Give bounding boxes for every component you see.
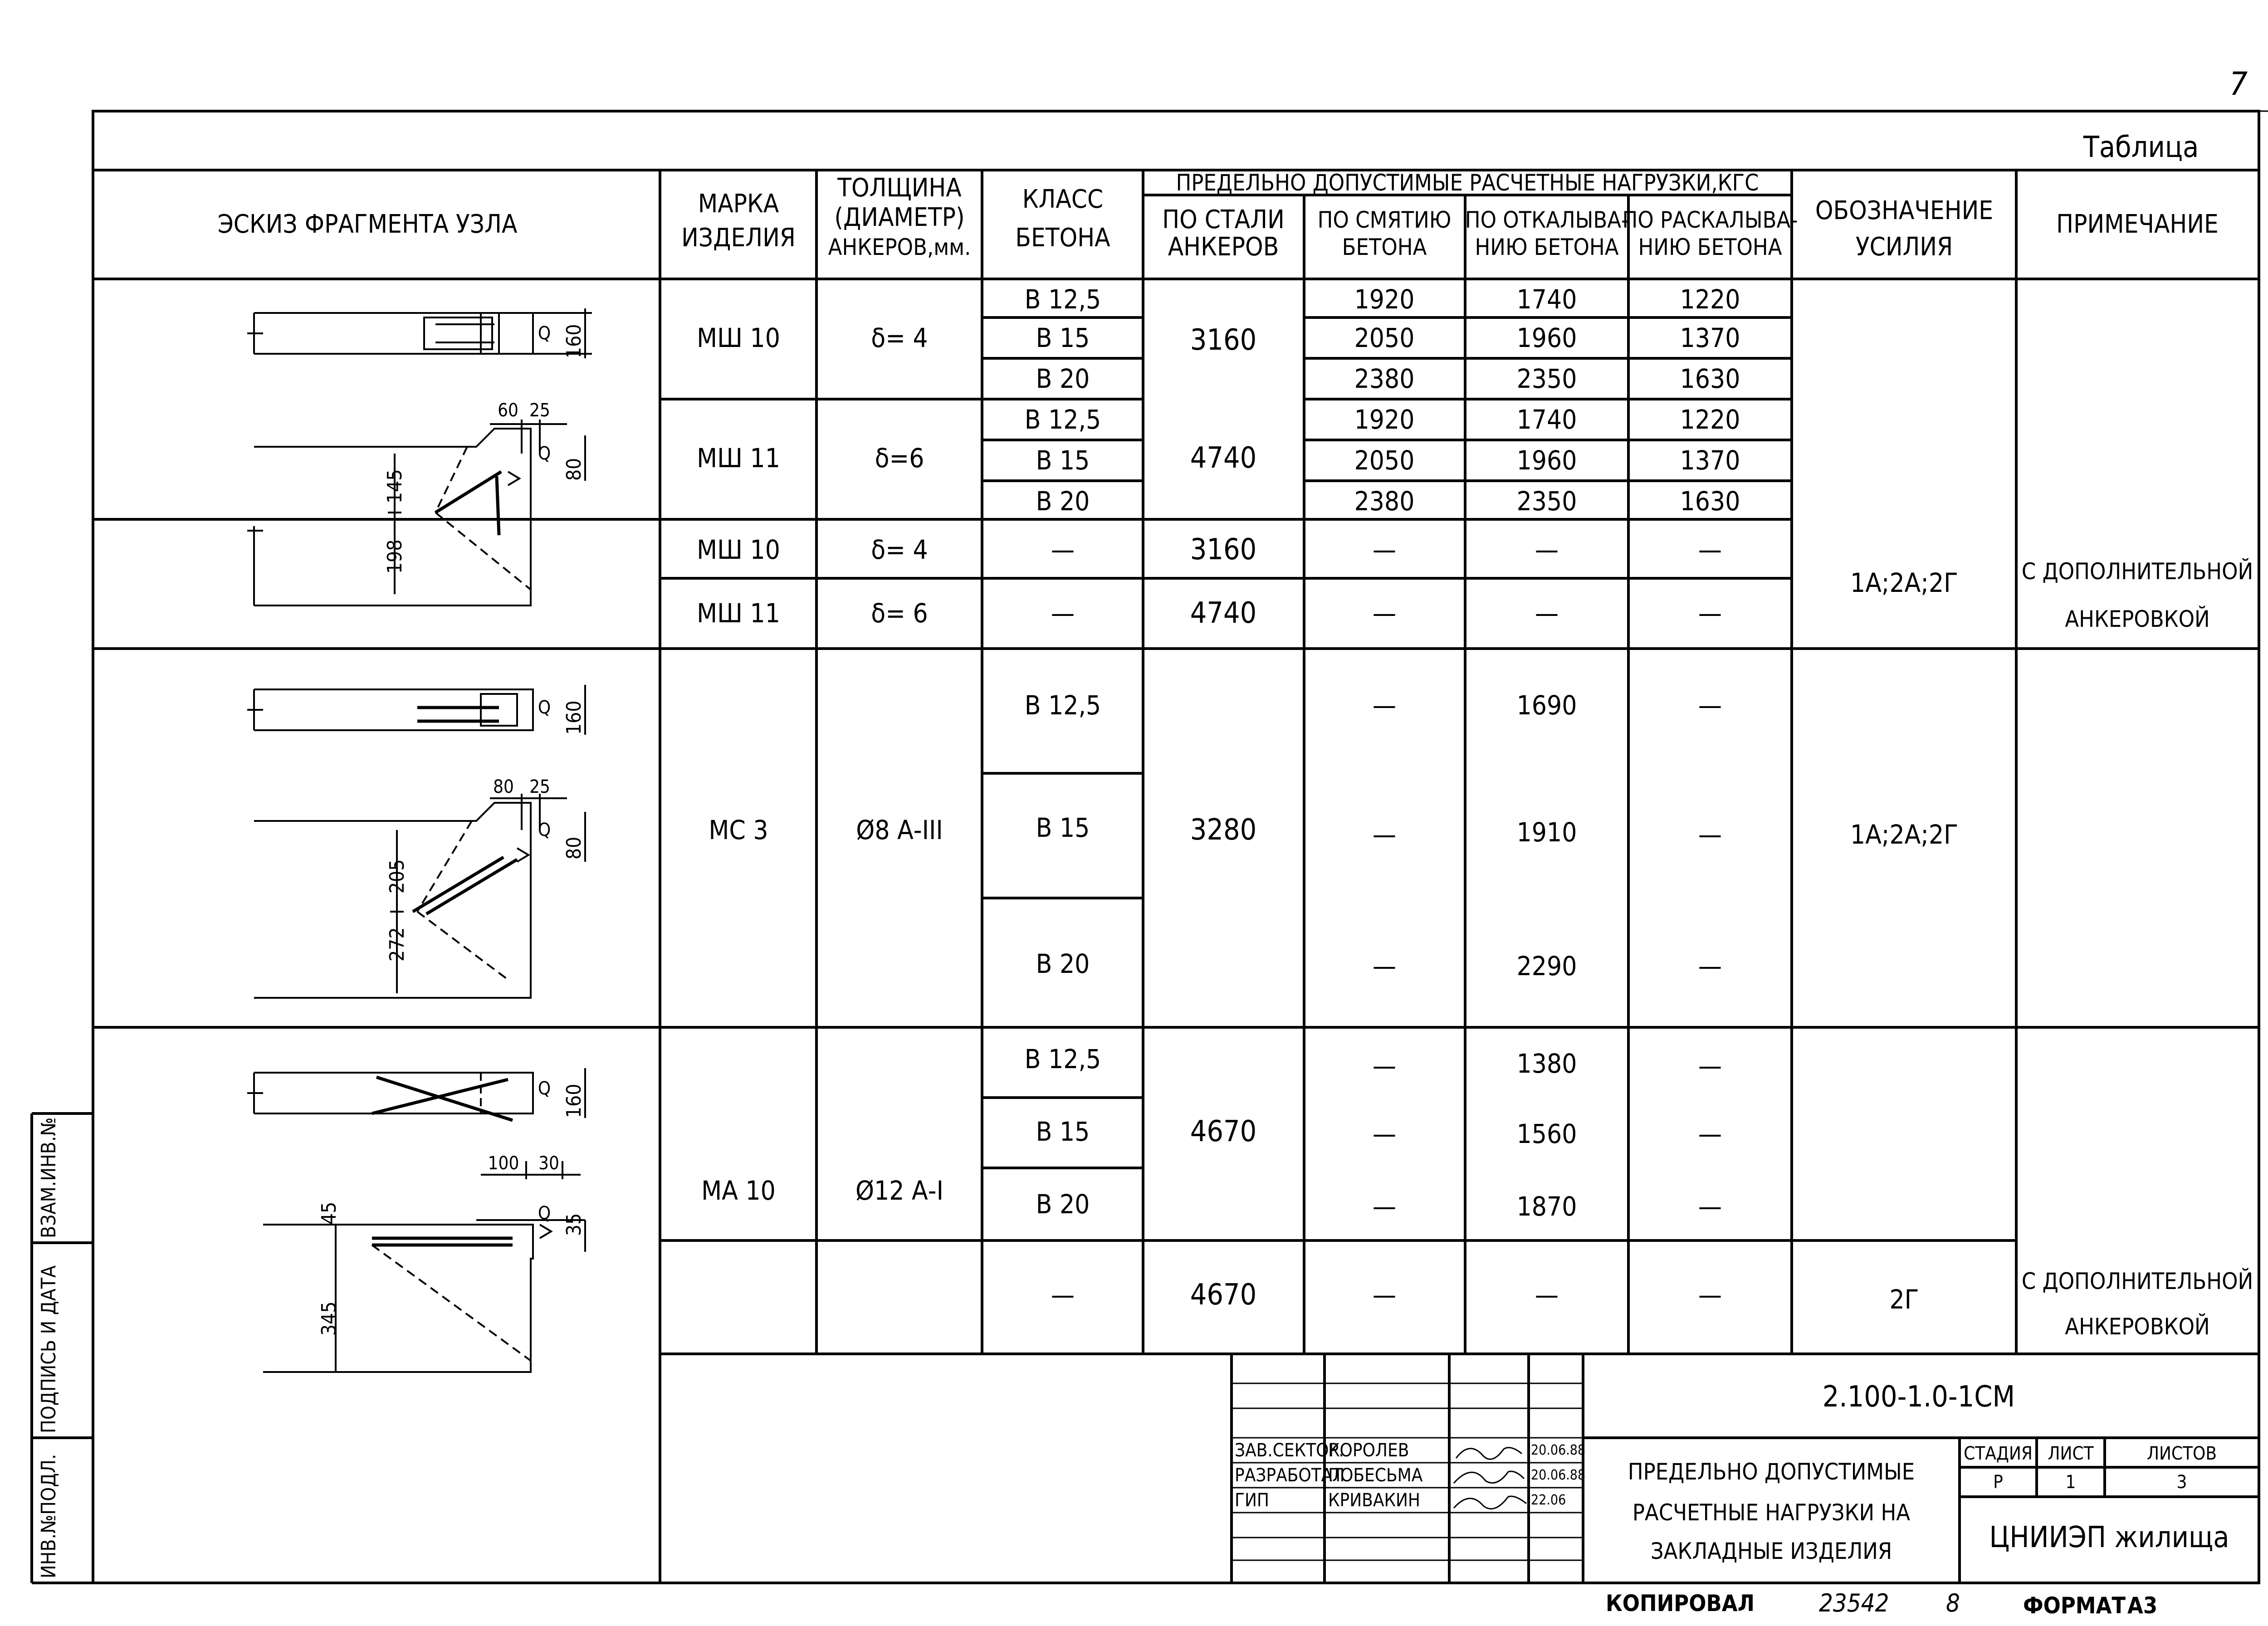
g4-chip-3: 1870 xyxy=(1516,1191,1577,1222)
g1-class-1: В 12,5 xyxy=(1024,284,1101,315)
g3-crush-3: — xyxy=(1372,951,1397,981)
g5-crush: — xyxy=(1372,1279,1397,1310)
s6-dim-35: 35 xyxy=(562,1213,586,1236)
g2-note-line1: С ДОПОЛНИТЕЛЬНОЙ xyxy=(2021,558,2253,585)
s5-dim-160: 160 xyxy=(562,1084,586,1118)
doc-code: 2.100-1.0-1СМ xyxy=(1822,1380,2015,1414)
doc-title-line2: РАСЧЕТНЫЕ НАГРУЗКИ НА xyxy=(1632,1499,1911,1526)
s6-load-symbol: Q xyxy=(538,1203,551,1224)
date-1: 20.06.88 xyxy=(1531,1442,1586,1458)
role-3: ГИП xyxy=(1235,1490,1269,1511)
header-thickness-line2: (ДИАМЕТР) xyxy=(834,203,965,232)
g1-thickness-2: δ=6 xyxy=(875,443,924,474)
g2-crush-2: — xyxy=(1372,598,1397,629)
s5-dim-30: 30 xyxy=(538,1153,559,1174)
g3-split-1: — xyxy=(1698,690,1722,721)
g1-split-1: 1220 xyxy=(1680,284,1740,315)
date-2: 20.06.88 xyxy=(1531,1467,1586,1483)
header-thickness-line1: ТОЛЩИНА xyxy=(837,173,962,203)
g1-class-5: В 15 xyxy=(1036,445,1090,476)
g1-crush-3: 2380 xyxy=(1354,363,1415,394)
copy-number-2: 8 xyxy=(1946,1589,1960,1617)
s1-load-symbol: Q xyxy=(538,323,551,344)
g5-steel: 4670 xyxy=(1190,1278,1257,1312)
g1-crush-5: 2050 xyxy=(1354,445,1415,476)
g2-note-line2: АНКЕРОВКОЙ xyxy=(2065,606,2210,632)
g2-split-2: — xyxy=(1698,598,1722,629)
g4-crush-3: — xyxy=(1372,1191,1397,1222)
g5-split: — xyxy=(1698,1279,1722,1310)
g1-split-2: 1370 xyxy=(1680,322,1740,353)
s2-dim-25: 25 xyxy=(529,400,550,421)
table-label: Таблица xyxy=(2083,131,2199,164)
g4-split-2: — xyxy=(1698,1118,1722,1149)
s2-dim-80: 80 xyxy=(562,458,586,481)
page-number: 7 xyxy=(2229,65,2248,103)
g2-class-1: — xyxy=(1051,534,1075,565)
g3-chip-3: 2290 xyxy=(1516,951,1577,981)
g1-chip-4: 1740 xyxy=(1516,404,1577,435)
g3-chip-2: 1910 xyxy=(1516,817,1577,848)
g4-split-3: — xyxy=(1698,1191,1722,1222)
s2-load-symbol: Q xyxy=(538,443,551,464)
g4-crush-1: — xyxy=(1372,1050,1397,1081)
g1-chip-3: 2350 xyxy=(1516,363,1577,394)
g3-class-2: В 15 xyxy=(1036,812,1090,843)
header-note: ПРИМЕЧАНИЕ xyxy=(2056,210,2219,239)
g1-class-2: В 15 xyxy=(1036,322,1090,353)
s2-dim-60: 60 xyxy=(498,400,518,421)
organization: ЦНИИЭП жилища xyxy=(1989,1521,2229,1554)
side-stamp-replace: ВЗАМ.ИНВ.№ xyxy=(37,1117,60,1238)
sheet-value: 1 xyxy=(2065,1472,2076,1493)
header-loads-group: ПРЕДЕЛЬНО ДОПУСТИМЫЕ РАСЧЕТНЫЕ НАГРУЗКИ,КГС xyxy=(1176,170,1759,196)
g3-crush-1: — xyxy=(1372,690,1397,721)
g4-class-1: В 12,5 xyxy=(1024,1044,1101,1074)
header-steel-line1: ПО СТАЛИ xyxy=(1162,205,1285,234)
g5-note-line1: С ДОПОЛНИТЕЛЬНОЙ xyxy=(2021,1268,2253,1294)
header-split-line1: ПО РАСКАЛЫВА- xyxy=(1622,207,1798,233)
g1-split-6: 1630 xyxy=(1680,486,1740,517)
g3-thickness: Ø8 А-III xyxy=(856,815,943,845)
g1-steel-2: 4740 xyxy=(1190,441,1257,475)
g4-chip-2: 1560 xyxy=(1516,1118,1577,1149)
g1-mark-2: МШ 11 xyxy=(697,443,780,474)
doc-title-line1: ПРЕДЕЛЬНО ДОПУСТИМЫЕ xyxy=(1628,1459,1915,1485)
s2-dim-198: 198 xyxy=(383,539,406,574)
g3-class-1: В 12,5 xyxy=(1024,690,1101,721)
g3-crush-2: — xyxy=(1372,819,1397,850)
g1-crush-4: 1920 xyxy=(1354,404,1415,435)
g1-split-4: 1220 xyxy=(1680,404,1740,435)
header-force-line2: УСИЛИЯ xyxy=(1855,232,1953,262)
g1-split-3: 1630 xyxy=(1680,363,1740,394)
g4-steel: 4670 xyxy=(1190,1115,1257,1148)
stage-label: СТАДИЯ xyxy=(1964,1443,2033,1464)
copied-label: КОПИРОВАЛ xyxy=(1606,1590,1755,1616)
g2-force: 1А;2А;2Г xyxy=(1850,567,1958,598)
g1-chip-2: 1960 xyxy=(1516,322,1577,353)
header-steel-line2: АНКЕРОВ xyxy=(1168,232,1279,262)
role-2: РАЗРАБОТАЛ xyxy=(1235,1465,1345,1486)
format-label: ФОРМАТ xyxy=(2023,1592,2126,1619)
sheets-label: ЛИСТОВ xyxy=(2146,1443,2217,1464)
sheet-label: ЛИСТ xyxy=(2048,1443,2094,1464)
g2-crush-1: — xyxy=(1372,534,1397,565)
s3-load-symbol: Q xyxy=(538,697,551,718)
g2-steel-2: 4740 xyxy=(1190,596,1257,630)
g2-chip-1: — xyxy=(1535,534,1559,565)
g3-force: 1А;2А;2Г xyxy=(1850,819,1958,850)
g2-mark-1: МШ 10 xyxy=(697,534,780,565)
g3-steel: 3280 xyxy=(1190,813,1257,847)
header-crush-line1: ПО СМЯТИЮ xyxy=(1317,207,1452,233)
g1-crush-6: 2380 xyxy=(1354,486,1415,517)
g1-chip-5: 1960 xyxy=(1516,445,1577,476)
s3-dim-160: 160 xyxy=(562,700,586,735)
s4-dim-205: 205 xyxy=(386,859,409,894)
g2-mark-2: МШ 11 xyxy=(697,598,780,629)
s5-dim-100: 100 xyxy=(488,1153,519,1174)
s4-dim-272: 272 xyxy=(386,927,409,962)
header-thickness-line3: АНКЕРОВ,мм. xyxy=(828,234,971,260)
g1-crush-2: 2050 xyxy=(1354,322,1415,353)
g1-class-6: В 20 xyxy=(1036,486,1090,517)
g1-thickness-1: δ= 4 xyxy=(871,322,928,353)
g3-split-3: — xyxy=(1698,951,1722,981)
g4-crush-2: — xyxy=(1372,1118,1397,1149)
g5-class: — xyxy=(1051,1279,1075,1310)
g4-split-1: — xyxy=(1698,1050,1722,1081)
g2-steel-1: 3160 xyxy=(1190,533,1257,566)
g2-thickness-1: δ= 4 xyxy=(871,534,928,565)
s6-dim-345: 345 xyxy=(318,1301,341,1336)
s4-dim-80: 80 xyxy=(493,776,514,797)
header-crush-line2: БЕТОНА xyxy=(1342,234,1427,260)
header-mark-line2: ИЗДЕЛИЯ xyxy=(681,223,796,253)
header-split-line2: НИЮ БЕТОНА xyxy=(1638,234,1782,260)
g1-chip-6: 2350 xyxy=(1516,486,1577,517)
g1-mark-1: МШ 10 xyxy=(697,322,780,353)
g4-class-2: В 15 xyxy=(1036,1116,1090,1147)
s5-load-symbol: Q xyxy=(538,1078,551,1099)
header-class-line2: БЕТОНА xyxy=(1015,223,1110,253)
name-2: ПОБЕСЬМА xyxy=(1328,1465,1423,1486)
g2-class-2: — xyxy=(1051,598,1075,629)
g3-chip-1: 1690 xyxy=(1516,690,1577,721)
g1-crush-1: 1920 xyxy=(1354,284,1415,315)
s4-dim-80b: 80 xyxy=(562,836,586,859)
g2-chip-2: — xyxy=(1535,598,1559,629)
g4-class-3: В 20 xyxy=(1036,1189,1090,1220)
header-chip-line2: НИЮ БЕТОНА xyxy=(1475,234,1619,260)
sheets-value: 3 xyxy=(2176,1472,2187,1493)
s4-dim-25: 25 xyxy=(529,776,550,797)
g2-thickness-2: δ= 6 xyxy=(871,598,928,629)
g1-steel-1: 3160 xyxy=(1190,323,1257,357)
g3-mark: МС 3 xyxy=(709,815,768,845)
format-value: А3 xyxy=(2127,1592,2158,1619)
name-1: КОРОЛЕВ xyxy=(1328,1440,1409,1461)
header-force-line1: ОБОЗНАЧЕНИЕ xyxy=(1815,196,1994,225)
g4-thickness: Ø12 А-I xyxy=(855,1175,943,1206)
doc-title-line3: ЗАКЛАДНЫЕ ИЗДЕЛИЯ xyxy=(1650,1538,1892,1564)
g1-class-4: В 12,5 xyxy=(1024,404,1101,435)
s1-dim-160: 160 xyxy=(562,324,586,358)
g1-class-3: В 20 xyxy=(1036,363,1090,394)
g5-force: 2Г xyxy=(1889,1284,1919,1315)
s6-dim-45: 45 xyxy=(318,1201,341,1225)
g5-chip: — xyxy=(1535,1279,1559,1310)
name-3: КРИВАКИН xyxy=(1328,1490,1420,1511)
g1-split-5: 1370 xyxy=(1680,445,1740,476)
g3-class-3: В 20 xyxy=(1036,948,1090,979)
header-chip-line1: ПО ОТКАЛЫВА- xyxy=(1465,207,1629,233)
g4-mark: МА 10 xyxy=(701,1175,776,1206)
date-3: 22.06 xyxy=(1531,1492,1566,1508)
header-mark-line1: МАРКА xyxy=(698,189,779,219)
header-class-line1: КЛАСС xyxy=(1022,185,1104,214)
g4-chip-1: 1380 xyxy=(1516,1048,1577,1079)
role-1: ЗАВ.СЕКТОР. xyxy=(1235,1440,1344,1461)
stage-value: Р xyxy=(1993,1472,2003,1493)
g5-note-line2: АНКЕРОВКОЙ xyxy=(2065,1313,2210,1340)
copy-number: 23542 xyxy=(1819,1589,1889,1617)
side-stamp-sign: ПОДПИСЬ И ДАТА xyxy=(37,1265,60,1433)
side-stamp-inv: ИНВ.№ПОДЛ. xyxy=(37,1454,60,1578)
s4-load-symbol: Q xyxy=(538,820,551,840)
s2-dim-145: 145 xyxy=(383,469,406,503)
g3-split-2: — xyxy=(1698,819,1722,850)
g1-chip-1: 1740 xyxy=(1516,284,1577,315)
header-sketch: ЭСКИЗ ФРАГМЕНТА УЗЛА xyxy=(217,210,518,239)
g2-split-1: — xyxy=(1698,534,1722,565)
